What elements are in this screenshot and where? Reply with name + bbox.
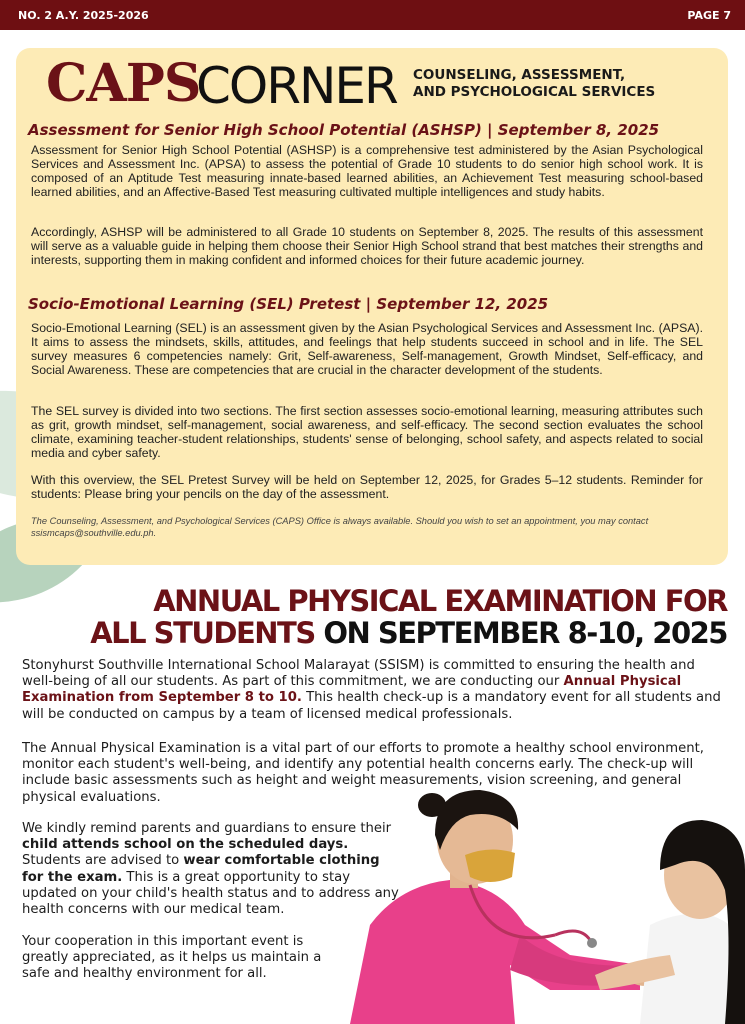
page-number: PAGE 7: [687, 9, 731, 22]
ape-bold: child attends school on the scheduled days.: [22, 837, 349, 853]
caps-contact-note: The Counseling, Assessment, and Psychological Services (CAPS) Office is always available. Should you wish to set an appointment, you may contact ssismcaps@southville.edu.ph.: [31, 516, 649, 538]
caps-subtitle-line: COUNSELING, ASSESSMENT,: [413, 67, 626, 83]
medical-exam-photo: [340, 775, 745, 1024]
ape-paragraph: Your cooperation in this important event is greatly appreciated, as it helps us maintain a safe and healthy environment for all.: [22, 934, 322, 982]
ashsp-paragraph: Assessment for Senior High School Potential (ASHSP) is a comprehensive test administered by the Asian Psychological Services and Assessment Inc. (APSA) to assess the potential of Grade 10 students to do senior high school work. It is composed of an Aptitude Test measuring innate-based learned abilities, an Achievement Test measuring school-based learned abilities, and an Affective-Based Test measuring cultivated multiple intelligences and study habits.: [31, 143, 703, 199]
caps-title: CAPS: [46, 53, 201, 114]
ape-paragraph: [22, 658, 724, 723]
ape-heading-line2: [90, 615, 727, 651]
ape-text: This health check-up is a mandatory event for all students and will be conducted on campus by a team of licensed medical professionals.: [22, 690, 721, 722]
sel-paragraph: With this overview, the SEL Pretest Survey will be held on September 12, 2025, for Grades 5–12 students. Reminder for students: Please bring your pencils on the day of the assessment.: [31, 473, 703, 501]
sel-heading: Socio-Emotional Learning (SEL) Pretest | September 12, 2025: [28, 295, 549, 313]
header-bar: [0, 0, 745, 30]
corner-title: CORNER: [196, 57, 397, 115]
ape-heading-date: ON SEPTEMBER 8-10, 2025: [314, 616, 727, 650]
caps-subtitle: [413, 67, 713, 101]
ape-highlight: Annual Physical Examination from September 8 to 10.: [22, 674, 682, 706]
ape-bold: wear comfortable clothing for the exam.: [22, 853, 380, 885]
ape-paragraph: The Annual Physical Examination is a vital part of our efforts to promote a healthy school environment, monitor each student's well-being, and identify any potential health concerns early. The check-up will include basic assessments such as height and weight measurements, vision screening, and general physical evaluations.: [22, 741, 704, 805]
nurse-child-illustration: [340, 775, 745, 1024]
caps-subtitle-line: AND PSYCHOLOGICAL SERVICES: [413, 84, 656, 100]
ashsp-paragraph: Accordingly, ASHSP will be administered to all Grade 10 students on September 8, 2025. The results of this assessment will serve as a valuable guide in helping them choose their Senior High School strand that best matches their strengths and interests, supporting them in making confident and informed choices for their future academic journey.: [31, 225, 703, 267]
ape-heading-highlight: ALL STUDENTS: [90, 616, 315, 650]
sel-paragraph: The SEL survey is divided into two sections. The first section assesses socio-emotional learning, measuring attributes such as grit, growth mindset, self-management, social awareness, and self-efficacy. The second section evaluates the school climate, examining teacher-student relationships, students' sense of belonging, school safety, and aspects related to social media and cyber safety.: [31, 404, 703, 460]
ape-heading-line1: ANNUAL PHYSICAL EXAMINATION FOR: [153, 584, 727, 618]
sel-paragraph: Socio-Emotional Learning (SEL) is an assessment given by the Asian Psychological Services and Assessment Inc. (APSA). It aims to assess the mindsets, skills, attitudes, and feelings that help students succeed in school and in life. The SEL survey measures 6 competencies namely: Grit, Self-awareness, Self-management, Growth Mindset, Self-efficacy, and Social Awareness. These are competencies that are crucial in the character development of the students.: [31, 321, 703, 377]
ashsp-heading: Assessment for Senior High School Potential (ASHSP) | September 8, 2025: [28, 121, 660, 139]
ape-text: Students are advised to: [22, 853, 184, 869]
ape-text: Stonyhurst Southville International School Malarayat (SSISM) is committed to ensuring the health and well-being of all our students. As part of this commitment, we are conducting our: [22, 658, 695, 690]
ape-text: We kindly remind parents and guardians to ensure their: [22, 821, 392, 836]
issue-label: NO. 2 A.Y. 2025-2026: [18, 9, 149, 22]
ape-text: This is a great opportunity to stay updated on your child's health status and to address any health concerns with our medical team.: [22, 869, 399, 918]
